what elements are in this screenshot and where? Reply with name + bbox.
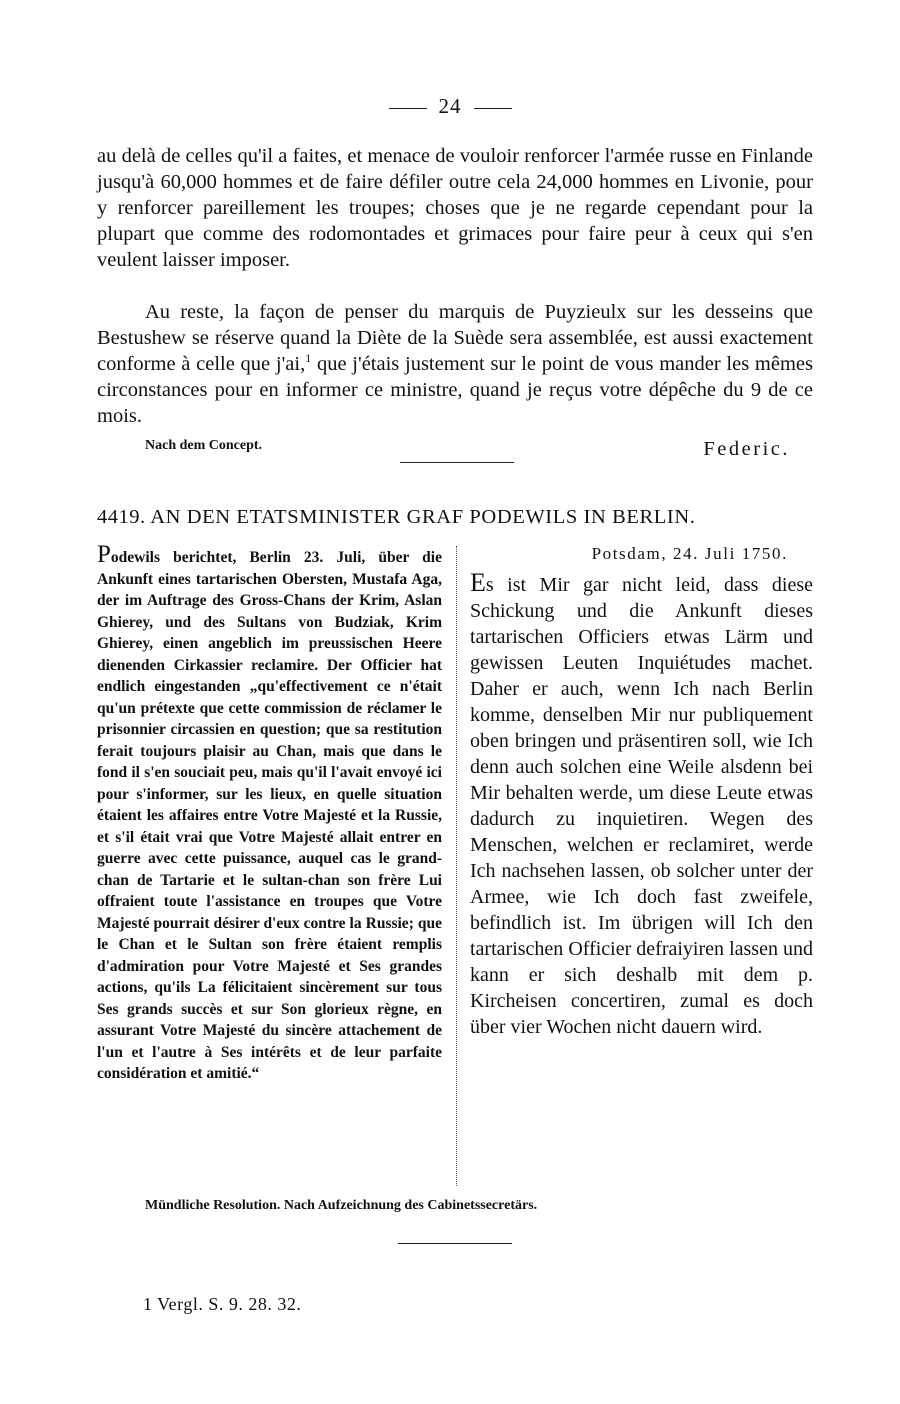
signature: Federic. [703,438,790,460]
source-note: Nach dem Concept. [145,438,263,453]
reply-column [470,570,813,1040]
paragraph-2-text-a: Au reste, la façon de penser du marquis de Puyzieulx sur les desseins que Bestushew se réserve quand la Diète de la Suède sera assemblée, est aussi exactement conforme à celle que j'ai, [97,301,813,375]
paragraph-2-text-b: que j'étais justement sur le point de vous mander les mêmes circonstances pour en informer ce ministre, quand je reçus votre dépêche du 9 de ce mois. [97,353,814,427]
letter-paragraph-1: au delà de celles qu'il a faites, et menace de vouloir renforcer l'armée russe en Finlande jusqu'à 60,000 hommes et de faire défiler outre cela 24,000 hommes en Livonie, pour y renforcer pareillement les troupes; choses que je ne regarde cependant pour la plupart que comme des rodomontades et grimaces pour faire peur à ceux qui s'en veulent laisser imposer. [97,145,813,271]
footnote-rule [398,1243,512,1244]
letter-number: 4419. [97,506,146,528]
resolution-source-note: Mündliche Resolution. Nach Aufzeichnung des Cabinetssecretärs. [145,1198,538,1213]
place-date: Potsdam, 24. Juli 1750. [591,544,788,563]
page-number-line [0,94,900,119]
letter-title: AN DEN ETATSMINISTER GRAF PODEWILS IN BERLIN. [150,506,696,528]
footnote: 1 Vergl. S. 9. 28. 32. [143,1294,302,1314]
summary-initial: P [97,541,111,568]
dash-left [389,108,427,109]
summary-text: odewils berichtet, Berlin 23. Juli, über die Ankunft eines tartarischen Obersten, Mustafa Aga, der im Auftrage des Gross-Chans der Krim, Aslan Ghierey, und des Sultans von Budziak, Krim Ghierey, einen angeblich im preussischen Heere dienenden Cirkassier reclamire. Der Officier hat endlich eingestanden „qu'effectivement ce n'était qu'un prétexte que cette commission de réclamer le prisonnier circassien en question; que sa restitution ferait toujours plaisir au Chan, mais que dans le fond il s'en souciait peu, mais qu'il l'avait envoyé ici pour s'informer, sur les lieux, en quelle situation étaient les affaires entre Votre Majesté et la Russie, et s'il était vrai que Votre Majesté allait entrer en guerre avec cette puissance, auquel cas le grand-chan de Tartarie et le sultan-chan son frère Lui offraient toute l'assistance en troupes que Votre Majesté pourrait désirer d'eux contre la Russie; que le Chan et le Sultan son frère étaient remplis d'admiration pour Votre Majesté et Ses grandes actions, qu'ils La félicitaient sincèrement sur tous Ses grands succès et sur Son glorieux règne, en assurant Votre Majesté du sincère attachement de l'un et l'autre à Ses intérêts et de leur parfaite considération et amitié.“ [97,549,442,1082]
letter-paragraph-2 [97,299,813,429]
page-number: 24 [438,94,462,118]
dash-right [474,108,512,109]
section-rule [400,462,514,463]
footnote-marker: 1 [305,351,312,366]
summary-column [97,541,442,1085]
reply-initial: E [470,568,486,597]
letter-heading [97,506,813,529]
reply-text: s ist Mir gar nicht leid, dass diese Schickung und die Ankunft dieses tartarischen Officiers etwas Lärm und gewissen Leuten Inquiétudes machet. Daher er auch, wenn Ich nach Berlin komme, denselben Mir nur publiquement oben bringen und präsentiren soll, wie Ich denn auch solchen eine Weile alsdenn bei Mir behalten werde, um diese Leute etwas dadurch zu inquietiren. Wegen des Menschen, welchen er reclamiret, werde Ich nachsehen lassen, ob solcher unter der Armee, wie Ich doch fast zweifele, befindlich ist. Im übrigen will Ich den tartarischen Officier defraiyiren lassen und kann er sich deshalb mit dem p. Kircheisen concertiren, zumal es doch über vier Wochen nicht dauern wird. [470,574,813,1038]
column-divider [456,546,457,1186]
